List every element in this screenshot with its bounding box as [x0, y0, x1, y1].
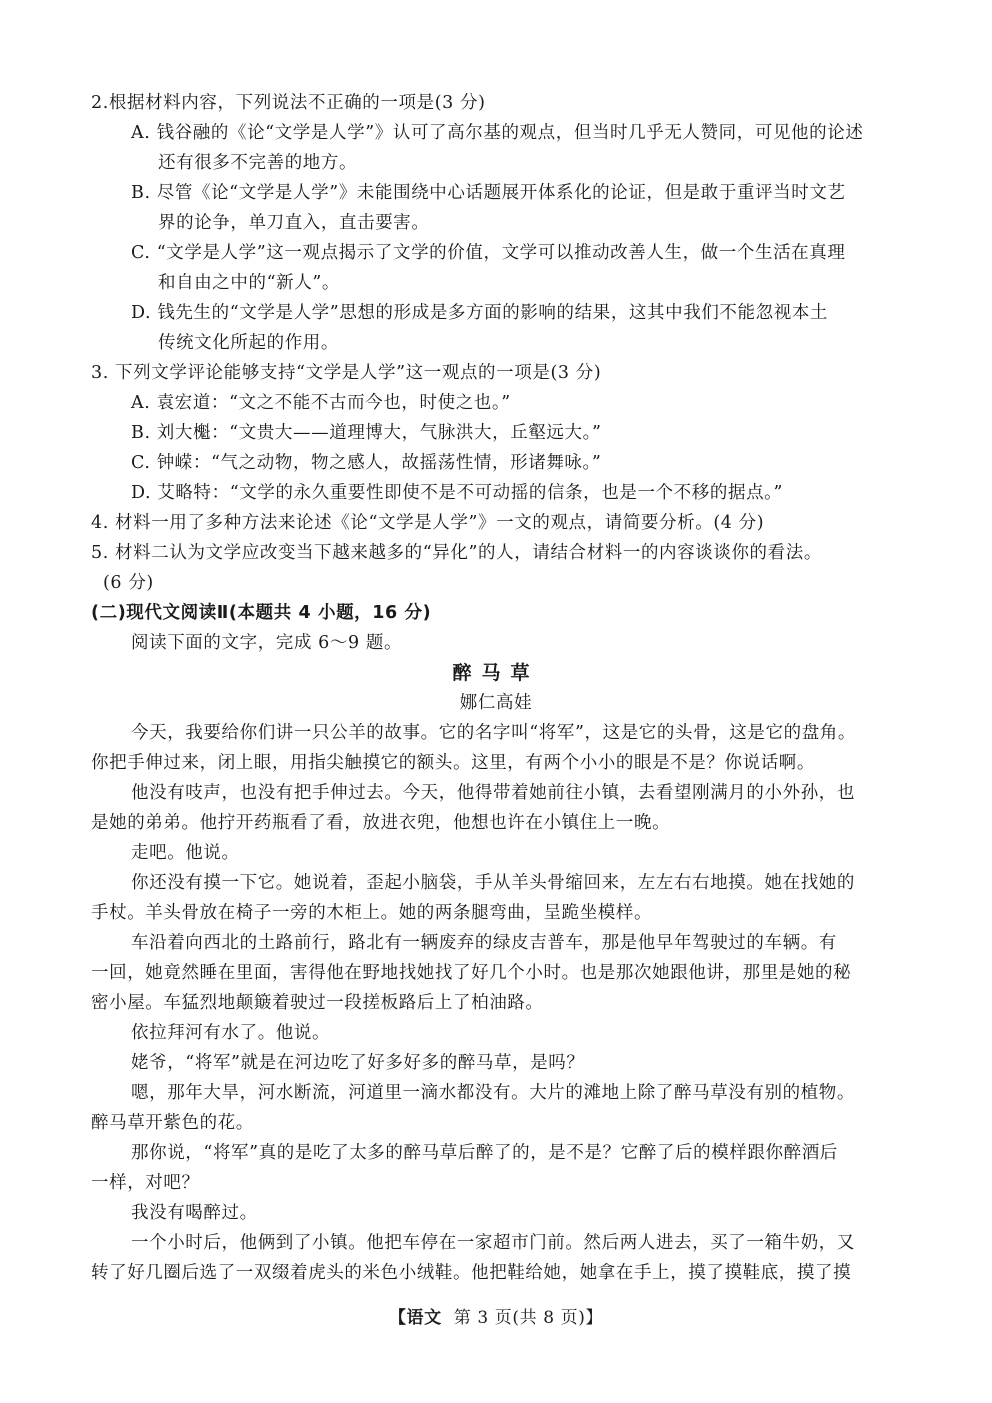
story-line: 依拉拜河有水了。他说。 [131, 1023, 331, 1043]
q2-option-b-line2: 界的论争，单刀直入，直击要害。 [158, 213, 430, 233]
story-line: 车沿着向西北的土路前行，路北有一辆废弃的绿皮吉普车，那是他早年驾驶过的车辆。有 [131, 933, 837, 953]
story-line: 是她的弟弟。他拧开药瓶看了看，放进衣兜，他想也许在小镇住上一晚。 [91, 813, 671, 833]
story-line: 嗯，那年大旱，河水断流，河道里一滴水都没有。大片的滩地上除了醉马草没有别的植物。 [131, 1083, 855, 1103]
story-line: 转了好几圈后选了一双缀着虎头的米色小绒鞋。他把鞋给她，她拿在手上，摸了摸鞋底，摸了摸 [91, 1263, 852, 1283]
section-instruction: 阅读下面的文字，完成 6～9 题。 [131, 633, 403, 653]
q2-option-d-line1: D. 钱先生的“文学是人学”思想的形成是多方面的影响的结果，这其中我们不能忽视本土 [131, 303, 829, 323]
q2-option-c-line1: C. “文学是人学”这一观点揭示了文学的价值，文学可以推动改善人生，做一个生活在真理 [131, 243, 846, 263]
story-line: 他没有吱声，也没有把手伸过去。今天，他得带着她前往小镇，去看望刚满月的小外孙，也 [131, 783, 855, 803]
q2-stem: 2.根据材料内容，下列说法不正确的一项是(3 分) [91, 93, 486, 113]
story-line: 一个小时后，他俩到了小镇。他把车停在一家超市门前。然后两人进去，买了一箱牛奶，又 [131, 1233, 855, 1253]
q2-option-c-line2: 和自由之中的“新人”。 [158, 273, 340, 293]
q3-option-b: B. 刘大櫆：“文贵大——道理博大，气脉洪大，丘壑远大。” [131, 423, 602, 443]
story-line: 醉马草开紫色的花。 [91, 1113, 254, 1133]
footer-subject: 【语文 [388, 1308, 442, 1328]
q2-option-a-line1: A. 钱谷融的《论“文学是人学”》认可了高尔基的观点，但当时几乎无人赞同，可见他的论述 [131, 123, 864, 143]
story-author: 娜仁高娃 [459, 693, 533, 713]
q2-option-d-line2: 传统文化所起的作用。 [158, 333, 339, 353]
q3-option-d: D. 艾略特：“文学的永久重要性即使不是不可动摇的信条，也是一个不移的据点。” [131, 483, 784, 503]
section-heading: (二)现代文阅读Ⅱ(本题共 4 小题，16 分) [91, 603, 432, 623]
story-line: 你把手伸过来，闭上眼，用指尖触摸它的额头。这里，有两个小小的眼是不是？你说话啊。 [91, 753, 815, 773]
story-line: 你还没有摸一下它。她说着，歪起小脑袋，手从羊头骨缩回来，左左右右地摸。她在找她的 [131, 873, 855, 893]
q3-stem: 3. 下列文学评论能够支持“文学是人学”这一观点的一项是(3 分) [91, 363, 602, 383]
footer-page-number: 第 3 页(共 8 页)】 [453, 1308, 604, 1328]
q2-option-a-line2: 还有很多不完善的地方。 [158, 153, 358, 173]
q5-stem-line1: 5. 材料二认为文学应改变当下越来越多的“异化”的人，请结合材料一的内容谈谈你的看法。 [91, 543, 822, 563]
q2-option-b-line1: B. 尽管《论“文学是人学”》未能围绕中心话题展开体系化的论证，但是敢于重评当时文艺 [131, 183, 846, 203]
q4-stem: 4. 材料一用了多种方法来论述《论“文学是人学”》一文的观点，请简要分析。(4 分) [91, 513, 765, 533]
q3-option-c: C. 钟嵘：“气之动物，物之感人，故摇荡性情，形诸舞咏。” [131, 453, 602, 473]
story-line: 那你说，“将军”真的是吃了太多的醉马草后醉了的，是不是？它醉了后的模样跟你醉酒后 [131, 1143, 838, 1163]
q5-stem-line2: (6 分) [103, 573, 154, 593]
story-line: 我没有喝醉过。 [131, 1203, 258, 1223]
story-line: 密小屋。车猛烈地颠簸着驶过一段搓板路后上了柏油路。 [91, 993, 544, 1013]
story-line: 一样，对吧？ [91, 1173, 200, 1193]
story-line: 走吧。他说。 [131, 843, 240, 863]
page-footer [0, 1306, 992, 1330]
story-line: 手杖。羊头骨放在椅子一旁的木柜上。她的两条腿弯曲，呈跪坐模样。 [91, 903, 653, 923]
story-line: 今天，我要给你们讲一只公羊的故事。它的名字叫“将军”，这是它的头骨，这是它的盘角。 [131, 723, 856, 743]
story-title: 醉马草 [452, 662, 540, 684]
story-line: 姥爷，“将军”就是在河边吃了好多好多的醉马草，是吗？ [131, 1053, 585, 1073]
story-line: 一回，她竟然睡在里面，害得他在野地找她找了好几个小时。也是那次她跟他讲，那里是她的秘 [91, 963, 852, 983]
q3-option-a: A. 袁宏道：“文之不能不古而今也，时使之也。” [131, 393, 511, 413]
